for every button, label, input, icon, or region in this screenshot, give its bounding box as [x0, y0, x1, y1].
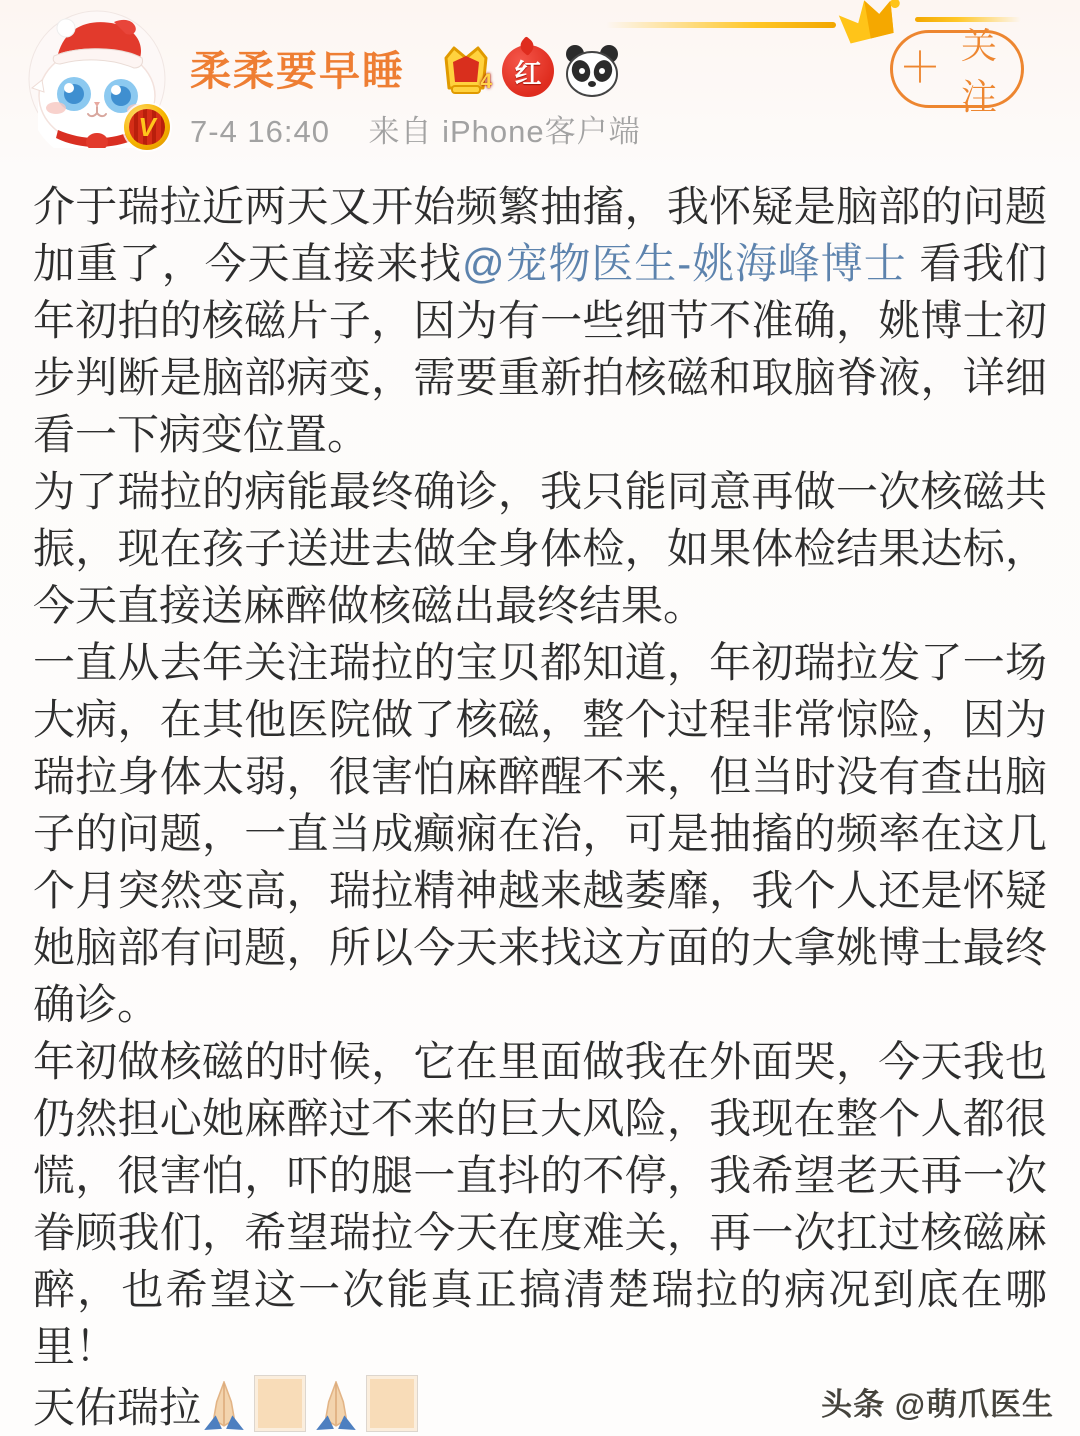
blank-emoji-box: [254, 1375, 306, 1432]
gold-line-decor-left: [606, 22, 836, 28]
pray-hands-emoji: [203, 1381, 245, 1431]
panda-emoji: [564, 44, 620, 98]
verified-v-label: V: [138, 112, 156, 142]
post-paragraph-4: 年初做核磁的时候，它在里面做我在外面哭，今天我也仍然担心她麻醉过不来的巨大风险，我现在整个人都很慌，很害怕，吓的腿一直抖的不停，我希望老天再一次眷顾我们，希望瑞拉今天在度难关，再一次扛过核磁麻醉，也希望这一次能真正搞清楚瑞拉的病况到底在哪里！: [33, 1038, 1047, 1370]
crown-level-label: 4: [480, 70, 492, 93]
post-paragraph-3: 一直从去年关注瑞拉的宝贝都知道，年初瑞拉发了一场大病，在其他医院做了核磁，整个过程非常惊险，因为瑞拉身体太弱，很害怕麻醉醒不来，但当时没有查出脑子的问题，一直当成癫痫在治，可是抽搐的频率在这几个月突然变高，瑞拉精神越来越萎靡，我个人还是怀疑她脑部有问题，所以今天来找这方面的大拿姚博士最终确诊。: [33, 639, 1047, 1028]
user-badges: [440, 40, 620, 102]
pray-hands-emoji: [315, 1381, 357, 1431]
post-paragraph-2: 为了瑞拉的病能最终确诊，我只能同意再做一次核磁共振，现在孩子送进去做全身体检，如果体检结果达标，今天直接送麻醉做核磁出最终结果。: [33, 468, 1047, 629]
timestamp: 7-4 16:40: [190, 114, 330, 149]
plus-icon: ＋: [899, 43, 942, 91]
hot-red-badge[interactable]: [502, 45, 554, 97]
post-text: 看我们年初拍的核磁片子，因为有一些细节不准确，姚博士初步判断是脑部病变，需要重新拍核磁和取脑脊液，详细看一下病变位置。: [33, 240, 1048, 458]
follow-button[interactable]: [890, 25, 1024, 117]
mention-link[interactable]: @宠物医生-姚海峰博士: [462, 240, 907, 287]
source-app: 来自 iPhone客户端: [368, 114, 641, 149]
post-paragraph-1: [33, 178, 1047, 463]
post-text: 天佑瑞拉: [33, 1384, 202, 1431]
avatar[interactable]: [28, 10, 166, 148]
blank-emoji-box: [366, 1375, 418, 1432]
verified-badge: [124, 104, 170, 150]
post-meta: [190, 106, 641, 151]
post-body: [33, 178, 1047, 1436]
post-text: 介于瑞拉近两天又开始频繁抽搐，我怀疑是脑部的问题加重了，今天直接来找: [33, 183, 1047, 287]
spacer: [340, 114, 359, 149]
watermark: 头条 @萌爪医生: [821, 1387, 1054, 1422]
username[interactable]: 柔柔要早睡: [190, 48, 405, 94]
red-badge-label: 红: [514, 58, 542, 89]
vip-crown-badge[interactable]: [440, 42, 492, 100]
follow-button-label: 关注: [961, 25, 1000, 117]
